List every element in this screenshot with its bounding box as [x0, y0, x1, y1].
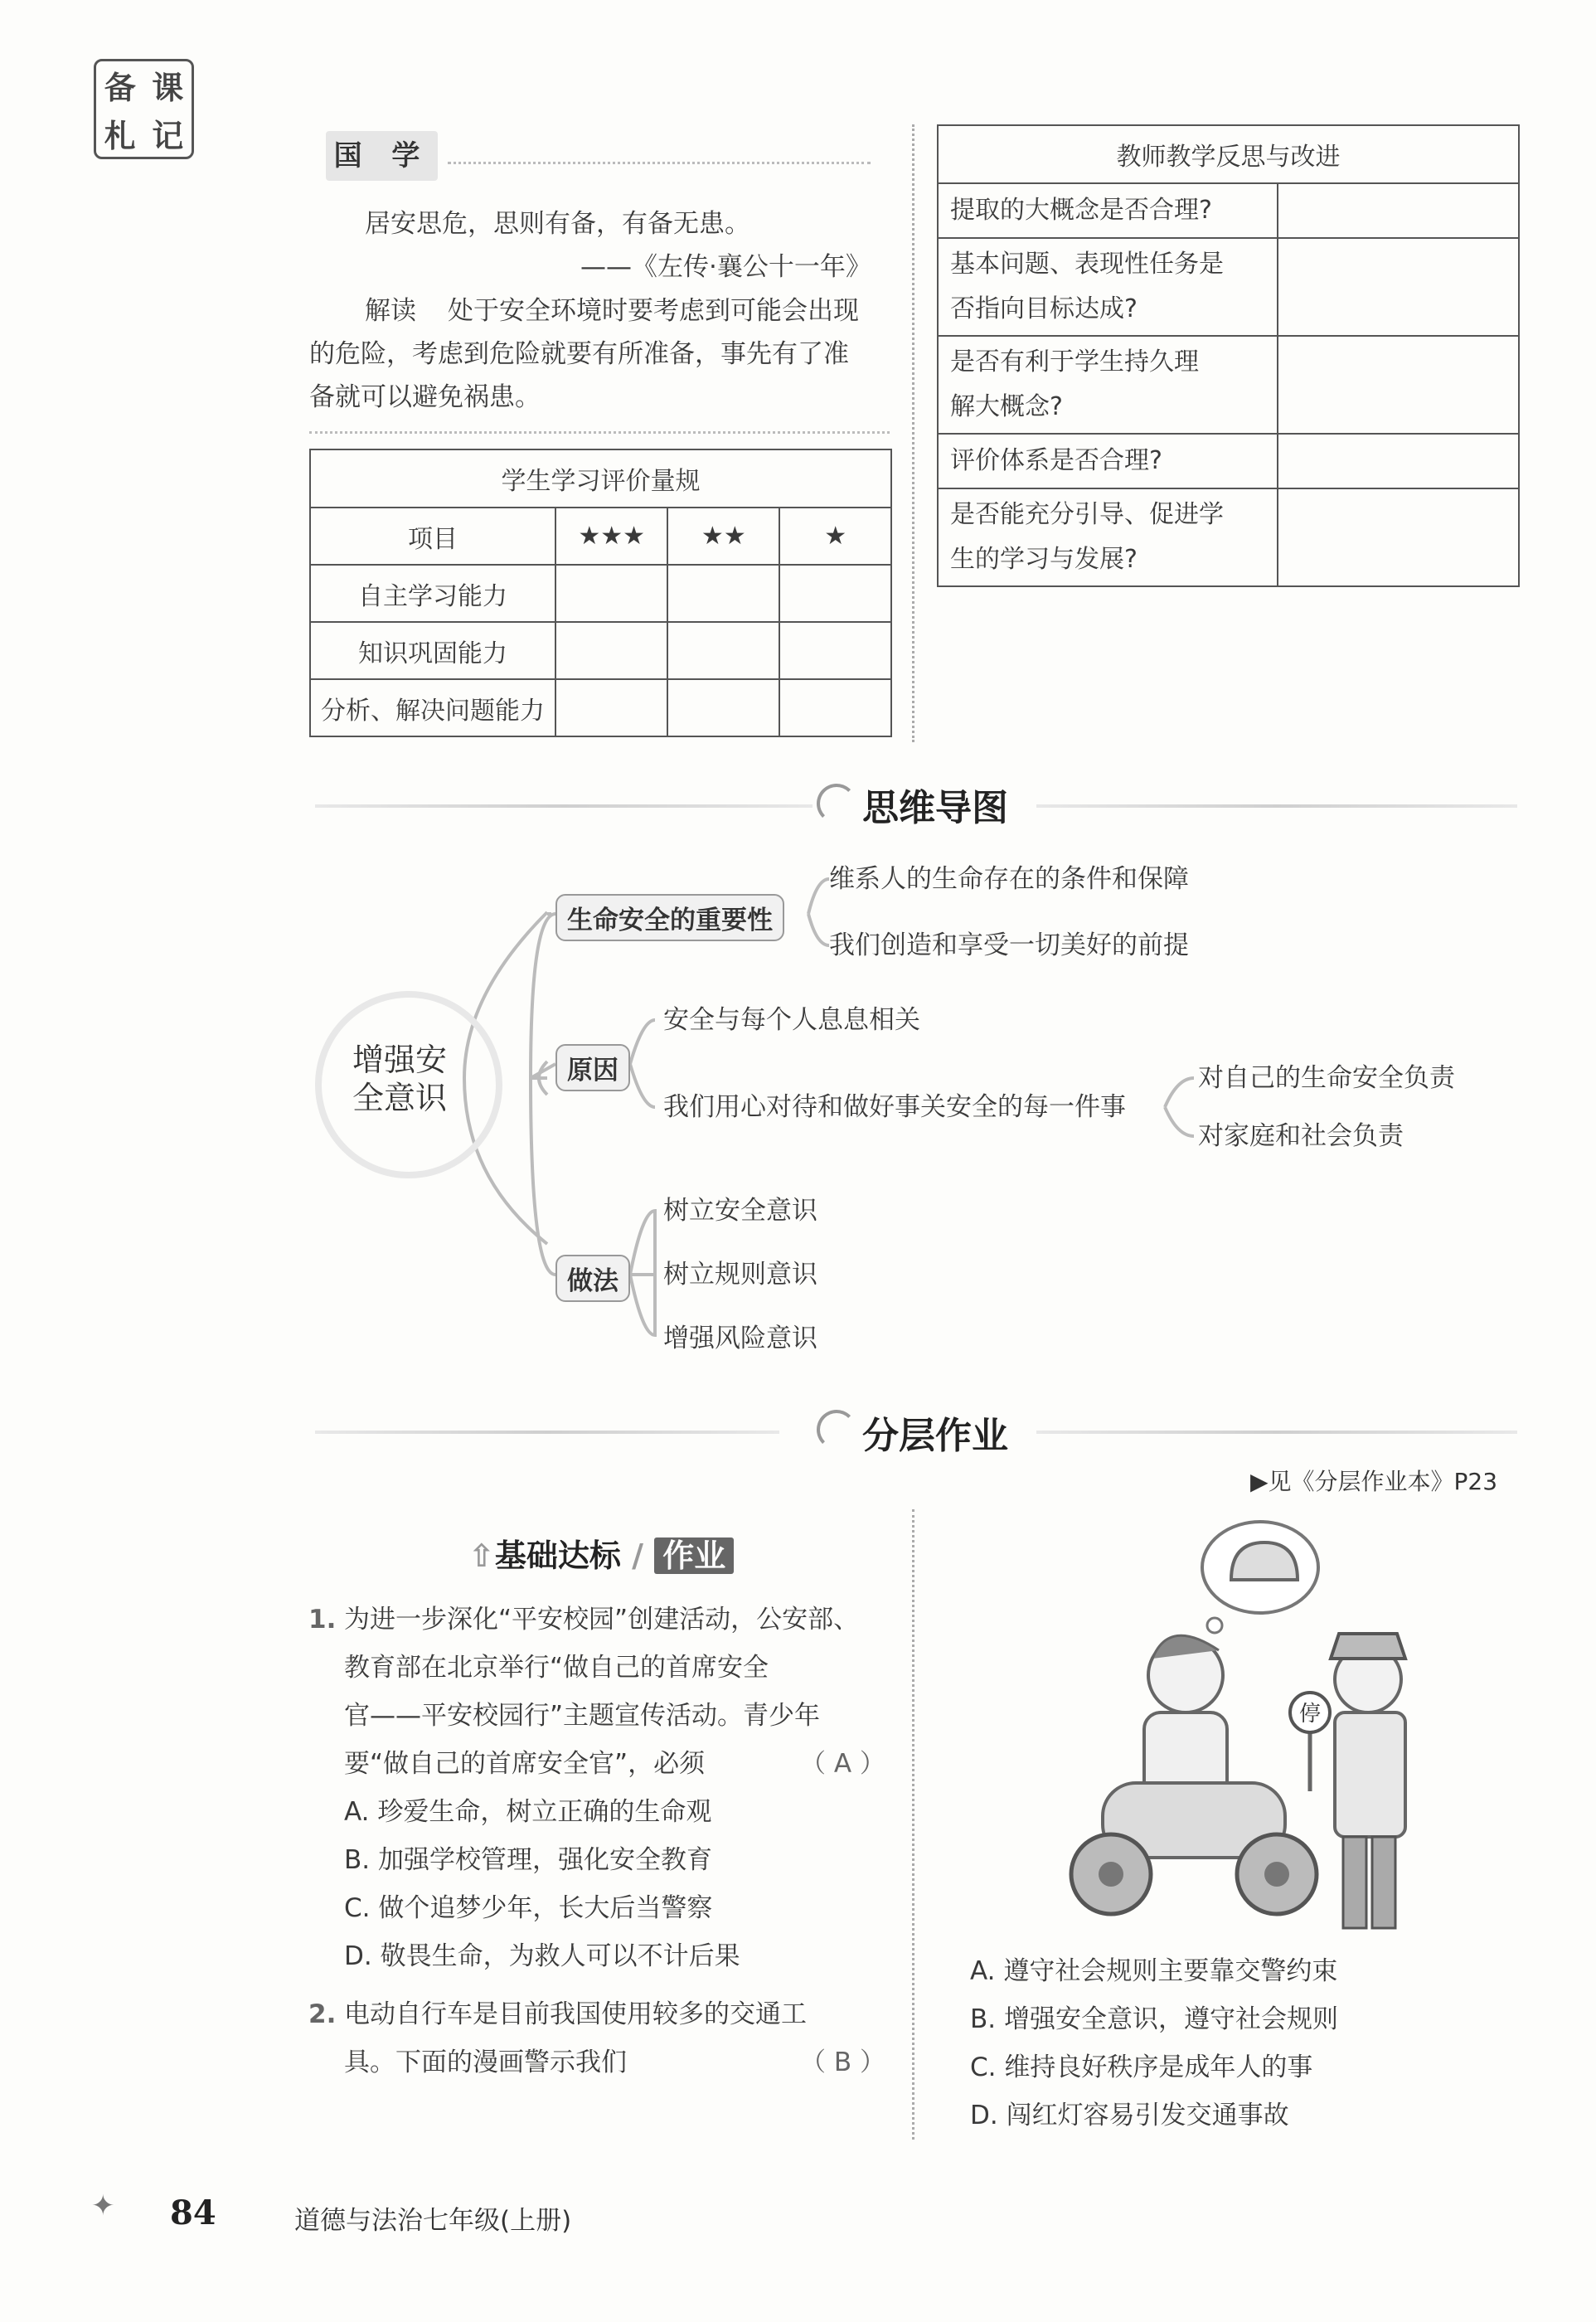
- mindmap-leaf: 我们用心对待和做好事关安全的每一件事: [663, 1092, 1126, 1122]
- rubric-header: ★: [779, 508, 891, 565]
- police-leg: [1372, 1837, 1395, 1928]
- q2-line: 电动自行车是目前我国使用较多的交通工: [344, 1999, 807, 2029]
- section-line: [315, 1431, 779, 1434]
- mindmap-b2-links: [630, 1020, 655, 1107]
- mindmap-root-line: 全意识: [352, 1080, 448, 1116]
- homework-section-title: 分层作业: [862, 1415, 1008, 1457]
- mindmap-branch-b3: 做法: [555, 1255, 630, 1302]
- rubric-header: ★★★: [555, 508, 667, 565]
- mindmap-leaf: 我们创造和享受一切美好的前提: [829, 930, 1189, 960]
- section-line: [1036, 1431, 1517, 1434]
- q2-option: B. 增强安全意识，遵守社会规则: [970, 2004, 1338, 2034]
- q1-line: 为进一步深化“平安校园”创建活动，公安部、: [344, 1605, 860, 1635]
- mindmap-leaf: 安全与每个人息息相关: [663, 1005, 920, 1035]
- q2-option: A. 遵守社会规则主要靠交警约束: [970, 1956, 1338, 1986]
- book-title: 道德与法治七年级(上册): [294, 2206, 572, 2236]
- q2-line: 具。下面的漫画警示我们: [344, 2048, 627, 2077]
- q1-option: A. 珍爱生命，树立正确的生命观: [344, 1797, 712, 1827]
- footer-ornament-icon: ✦: [91, 2189, 115, 2222]
- reflection-line: 是否有利于学生持久理: [950, 347, 1199, 376]
- scooter-hub: [1099, 1862, 1123, 1887]
- homework-tag-main: 基础达标: [494, 1537, 621, 1574]
- helmet-icon: [1231, 1542, 1298, 1580]
- q2-answer: （ B ）: [800, 2048, 885, 2077]
- stop-sign-text: 停: [1298, 1702, 1322, 1727]
- police-body: [1335, 1712, 1405, 1837]
- guoxue-quote: 居安思危，思则有备，有备无患。: [365, 209, 750, 239]
- q2-option: D. 闯红灯容易引发交通事故: [970, 2101, 1289, 2130]
- mindmap-branch-b1: 生命安全的重要性: [555, 894, 784, 941]
- q1-answer: （ A ）: [800, 1749, 885, 1779]
- guoxue-interpret-line: 备就可以避免祸患。: [309, 382, 541, 412]
- section-ornament-icon: [817, 1410, 856, 1450]
- reflection-line: 否指向目标达成?: [950, 294, 1138, 323]
- q1-option: C. 做个追梦少年，长大后当警察: [344, 1893, 713, 1923]
- mindmap-b3-links: [630, 1211, 655, 1335]
- reflection-line: 生的学习与发展?: [950, 545, 1138, 574]
- column-divider: [912, 1509, 914, 2140]
- mindmap-b2-sub-links: [1165, 1078, 1194, 1136]
- corner-char: 课: [152, 70, 184, 107]
- reflection-line: 基本问题、表现性任务是: [950, 250, 1224, 279]
- q1-option: D. 敬畏生命，为救人可以不计后果: [344, 1941, 740, 1971]
- scooter-hub: [1264, 1862, 1289, 1887]
- reflection-line: 是否能充分引导、促进学: [950, 500, 1224, 529]
- q1-number: 1.: [308, 1605, 337, 1635]
- guoxue-source: ——《左传·襄公十一年》: [580, 252, 871, 282]
- q1-line: 教育部在北京举行“做自己的首席安全: [344, 1653, 769, 1683]
- reflection-line: 解大概念?: [950, 392, 1063, 421]
- slash-icon: /: [620, 1537, 655, 1574]
- rubric-header: 项目: [310, 508, 555, 565]
- guoxue-interpret-line: 处于安全环境时要考虑到可能会出现: [448, 296, 859, 326]
- mindmap-leaf: 树立规则意识: [663, 1260, 817, 1290]
- reflection-line: 评价体系是否合理?: [950, 446, 1162, 475]
- guoxue-interpret-line: 的危险，考虑到危险就要有所准备，事先有了准: [309, 339, 849, 369]
- rubric-item: 分析、解决问题能力: [310, 679, 555, 736]
- mindmap-subleaf: 对自己的生命安全负责: [1198, 1063, 1455, 1093]
- reflection-title: 教师教学反思与改进: [938, 125, 1519, 183]
- q1-option: B. 加强学校管理，强化安全教育: [344, 1845, 712, 1875]
- mindmap-section-title: 思维导图: [862, 787, 1008, 829]
- mindmap-subleaf: 对家庭和社会负责: [1198, 1121, 1404, 1151]
- mindmap-leaf: 树立安全意识: [663, 1196, 817, 1226]
- mindmap-branch-b2: 原因: [555, 1044, 630, 1091]
- thought-bubble-dot: [1207, 1618, 1222, 1633]
- homework-reference: ▶见《分层作业本》P23: [1250, 1468, 1498, 1495]
- mindmap-leaf: 增强风险意识: [663, 1324, 817, 1353]
- homework-tag-box: 作业: [654, 1537, 734, 1574]
- guoxue-tag: 国 学: [326, 131, 438, 181]
- rubric-header: ★★: [667, 508, 779, 565]
- mindmap-root: [352, 1041, 447, 1117]
- corner-char: 记: [152, 117, 184, 154]
- cartoon-illustration: [1028, 1509, 1426, 1941]
- corner-char: 备: [104, 70, 136, 107]
- rubric-item: 知识巩固能力: [310, 622, 555, 679]
- guoxue-interpret-label: 解读: [365, 296, 416, 326]
- police-cap: [1331, 1634, 1405, 1659]
- reflection-line: 提取的大概念是否合理?: [950, 196, 1212, 225]
- rubric-item: 自主学习能力: [310, 565, 555, 622]
- corner-char: 札: [104, 117, 136, 154]
- q2-number: 2.: [308, 1999, 337, 2029]
- q1-line: 要“做自己的首席安全官”，必须: [344, 1749, 706, 1779]
- mindmap-root-line: 增强安: [352, 1042, 448, 1078]
- q2-option: C. 维持良好秩序是成年人的事: [970, 2052, 1313, 2082]
- police-leg: [1343, 1837, 1366, 1928]
- q1-line: 官——平安校园行”主题宣传活动。青少年: [344, 1701, 821, 1731]
- rubric-title: 学生学习评价量规: [310, 449, 891, 508]
- arrow-up-icon: ⇧: [468, 1537, 495, 1574]
- mindmap-leaf: 维系人的生命存在的条件和保障: [829, 864, 1189, 894]
- mindmap-b1-links: [808, 879, 829, 945]
- page-number: 84: [170, 2193, 216, 2232]
- homework-tag: [468, 1530, 734, 1576]
- mindmap-branches: [531, 914, 555, 1275]
